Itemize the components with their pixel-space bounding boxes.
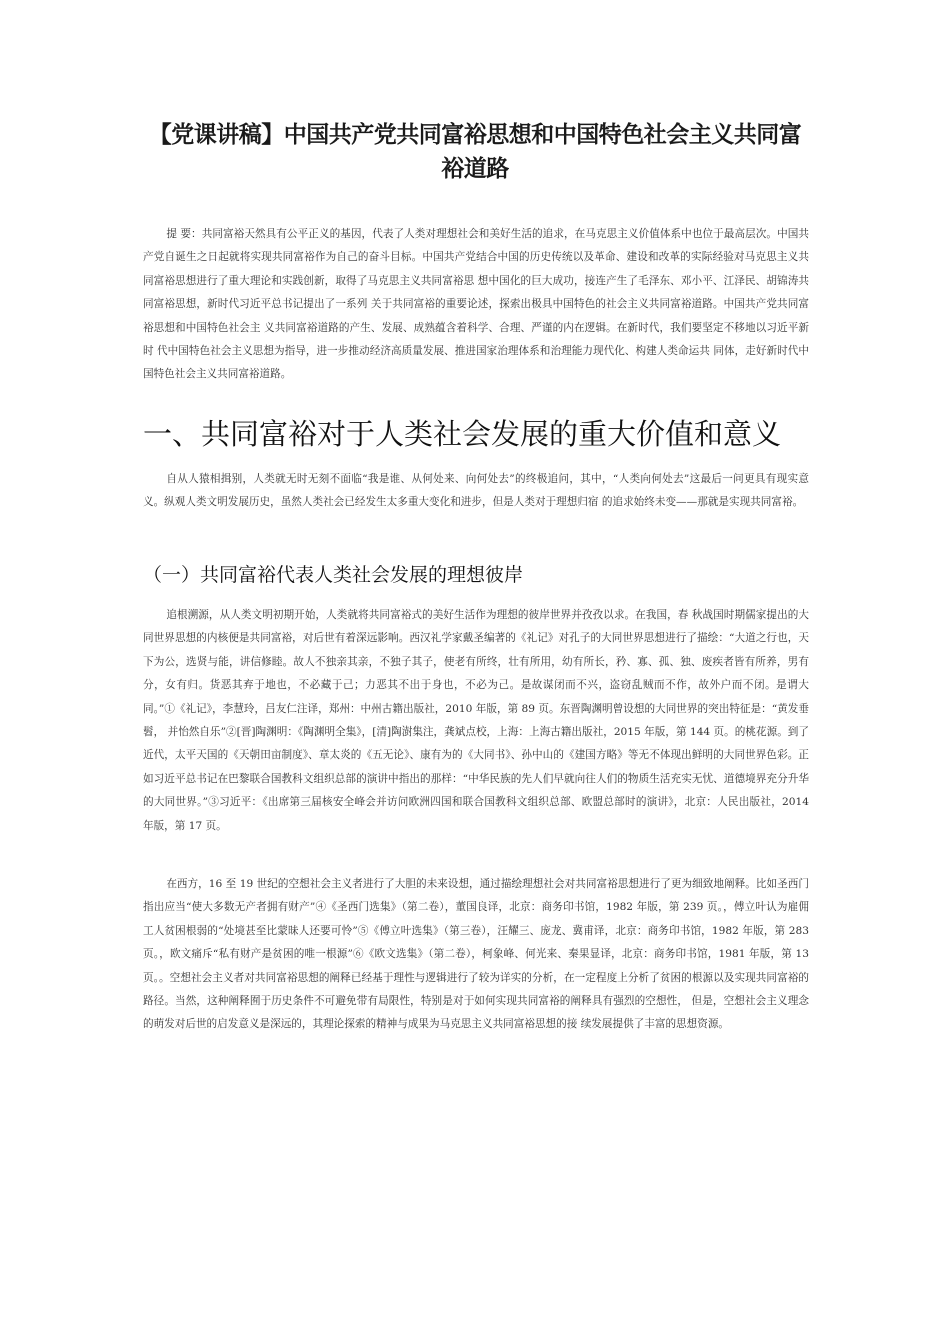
abstract-paragraph: 提 要：共同富裕天然具有公平正义的基因，代表了人类对理想社会和美好生活的追求，在马克思主义价值体系中也位于最高层次。中国共产党自诞生之日起就将实现共同富裕作为自己的奋斗目标。中国共产党结合中国的历史传统以及革命、建设和改革的实际经验对马克思主义共同富裕思想进行了重大理论和实践创新，取得了马克思主义共同富裕思 想中国化的巨大成功，接连产生了毛泽东、邓小平、江泽民、胡锦涛共同富裕思想，新时代习近平总书记提出了一系列 关于共同富裕的重要论述，探索出极具中国特色的社会主义共同富裕道路。中国共产党共同富裕思想和中国特色社会主 义共同富裕道路的产生、发展、成熟蕴含着科学、合理、严谨的内在逻辑。在新时代，我们要坚定不移地以习近平新时 代中国特色社会主义思想为指导，进一步推动经济高质量发展、推进国家治理体系和治理能力现代化、构建人类命运共 同体，走好新时代中国特色社会主义共同富裕道路。: [143, 228, 809, 381]
document-title: 【党课讲稿】中国共产党共同富裕思想和中国特色社会主义共同富裕道路: [148, 122, 802, 182]
subsection-heading: （一）共同富裕代表人类社会发展的理想彼岸: [143, 564, 524, 586]
body-paragraph: 在西方，16 至 19 世纪的空想社会主义者进行了大胆的未来设想，通过描绘理想社会对共同富裕思想进行了更为细致地阐释。比如圣西门指出应当“使大多数无产者拥有财产”④《圣西门选集》（第二卷），董国良译，北京：商务印书馆，1982 年版，第 239 页。，傅立叶认为雇佣工人贫困根弱的“处境甚至比蒙昧人还要可怜”⑤《傅立叶选集》（第三卷），汪耀三、庞龙、冀甫译，北京：商务印书馆，1982 年版，第 283 页。，欧文痛斥“私有财产是贫困的唯一根源”⑥《欧文选集》（第二卷），柯象峰、何光来、秦果显译，北京：商务印书馆，1981 年版，第 13 页。。空想社会主义者对共同富裕思想的阐释已经基于理性与逻辑进行了较为详实的分析，在一定程度上分析了贫困的根源以及实现共同富裕的路径。当然，这种阐释囿于历史条件不可避免带有局限性，特别是对于如何实现共同富裕的阐释具有强烈的空想性， 但是，空想社会主义理念的萌发对后世的启发意义是深远的，其理论探索的精神与成果为马克思主义共同富裕思想的接 续发展提供了丰富的思想资源。: [143, 878, 809, 1031]
body-paragraph: 追根溯源，从人类文明初期开始，人类就将共同富裕式的美好生活作为理想的彼岸世界并孜孜以求。在我国，春 秋战国时期儒家提出的大同世界思想的内核便是共同富裕，对后世有着深远影响。西汉礼学家戴圣编著的《礼记》对孔子的大同世界思想进行了描绘：“大道之行也，天下为公，选贤与能，讲信修睦。故人不独亲其亲，不独子其子，使老有所终，壮有所用，幼有所长，矜、寡、孤、独、废疾者皆有所养，男有分，女有归。货恶其弃于地也，不必藏于己；力恶其不出于身也，不必为己。是故谋闭而不兴，盗窃乱贼而不作，故外户而不闭。是谓大同。”①《礼记》，李慧玲，吕友仁注译，郑州：中州古籍出版社，2010 年版，第 89 页。东晋陶渊明曾设想的大同世界的突出特征是：“黄发垂髫， 并怡然自乐”②[晋]陶渊明：《陶渊明全集》，[清]陶澍集注，龚斌点校，上海：上海古籍出版社，2015 年版，第 144 页。的桃花源。到了近代，太平天国的《天朝田亩制度》、章太炎的《五无论》、康有为的《大同书》、孙中山的《建国方略》等无不体现出鲜明的大同世界色彩。正如习近平总书记在巴黎联合国教科文组织总部的演讲中指出的那样：“中华民族的先人们早就向往人们的物质生活充实无忧、道德境界充分升华的大同世界。”③习近平：《出席第三届核安全峰会并访问欧洲四国和联合国教科文组织总部、欧盟总部时的演讲》，北京：人民出版社，2014 年版，第 17 页。: [143, 609, 809, 832]
section-heading: 一、共同富裕对于人类社会发展的重大价值和意义: [143, 417, 782, 451]
section-intro-paragraph: 自从人猿相揖别，人类就无时无刻不面临“我是谁、从何处来、向何处去”的终极追问，其中，“人类向何处去”这最后一问更具有现实意义。纵观人类文明发展历史，虽然人类社会已经发生太多重大变化和进步，但是人类对于理想归宿 的追求始终未变——那就是实现共同富裕。: [143, 473, 809, 509]
